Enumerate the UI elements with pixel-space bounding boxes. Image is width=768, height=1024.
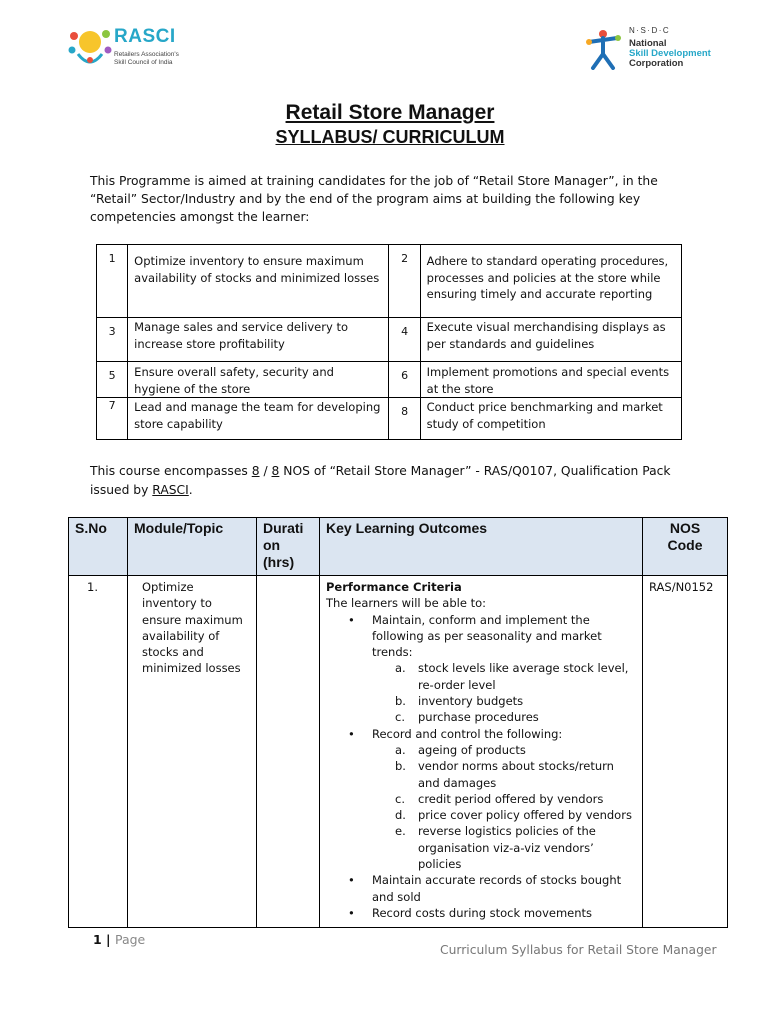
row-sno: 1.	[69, 576, 128, 928]
competency-text: Ensure overall safety, security and hygiene of the store	[128, 362, 389, 398]
rasci-logo	[68, 24, 208, 72]
list-item: c. credit period offered by vendors	[395, 791, 604, 806]
nsdc-line3: Corporation	[629, 58, 684, 69]
competency-number: 3	[97, 318, 128, 362]
row-module: Optimize inventory to ensure maximum availability of stocks and minimized losses	[128, 576, 257, 928]
nsdc-line2: Skill Development	[629, 48, 711, 59]
performance-criteria-heading: Performance Criteria	[326, 580, 462, 594]
table-row	[69, 576, 728, 928]
competency-number: 5	[97, 362, 128, 398]
nsdc-acronym: N·S·D·C	[629, 26, 671, 35]
page-subtitle: SYLLABUS/ CURRICULUM	[275, 127, 505, 147]
rasci-subtitle: Retailers Association's Skill Council of India	[114, 51, 179, 66]
nsdc-line1: National	[629, 38, 667, 49]
header-sno: S.No	[69, 518, 128, 576]
intro-paragraph: This Programme is aimed at training candidates for the job of “Retail Store Manager”, in the “Retail” Sector/Industry and by the end of the program aims at building the following key competencies amongst the learner:	[90, 174, 658, 224]
competency-number: 8	[389, 398, 420, 440]
list-item: d. price cover policy offered by vendors	[395, 808, 632, 823]
competency-text: Manage sales and service delivery to increase store profitability	[128, 318, 389, 362]
competency-text: Implement promotions and special events at the store	[420, 362, 681, 398]
rasci-emblem-icon	[68, 24, 112, 70]
list-item: e. reverse logistics policies of the organisation viz-a-viz vendors’ policies	[395, 824, 596, 872]
table-row	[97, 398, 682, 440]
row-duration	[257, 576, 320, 928]
table-row	[97, 245, 682, 318]
header-duration: Durati on (hrs)	[257, 518, 320, 576]
sub-list	[372, 660, 636, 725]
competency-text: Execute visual merchandising displays as per standards and guidelines	[420, 318, 681, 362]
header-nos: NOS Code	[643, 518, 728, 576]
competency-text: Adhere to standard operating procedures, processes and policies at the store while ensuring timely and accurate reporting	[420, 245, 681, 318]
list-item: • Maintain, conform and implement the following as per seasonality and market trends: a. stock levels like average stock level, re-order level b. inventory budgets c. purchase procedures	[372, 612, 636, 726]
list-item: • Record and control the following: a. ageing of products b. vendor norms about stocks/return and damages c. credit period offered by vendors d. price cover policy offered by vendors e. reverse logistics policies of the organisation viz-a-viz vendors’ policies	[372, 726, 636, 873]
rasci-wordmark: RASCI	[114, 26, 176, 47]
nsdc-logo	[583, 26, 723, 72]
list-item: a. stock levels like average stock level, re-order level	[395, 661, 629, 692]
table-row	[97, 362, 682, 398]
list-item: c. purchase procedures	[395, 710, 539, 725]
competency-number: 4	[389, 318, 420, 362]
page-number: 1 | Page	[93, 932, 146, 947]
header-outcomes: Key Learning Outcomes	[320, 518, 643, 576]
table-row	[97, 318, 682, 362]
list-item: b. inventory budgets	[395, 694, 524, 709]
page-title: Retail Store Manager	[285, 101, 495, 124]
competency-table	[96, 244, 682, 440]
competency-text: Conduct price benchmarking and market study of competition	[420, 398, 681, 440]
nos-total: 8	[271, 464, 280, 478]
table-header-row	[69, 518, 728, 576]
competency-number: 7	[97, 398, 128, 440]
footer-doc-title: Curriculum Syllabus for Retail Store Manager	[440, 943, 717, 957]
module-table	[68, 517, 728, 928]
learners-intro: The learners will be able to:	[326, 596, 486, 611]
outcome-list	[326, 612, 636, 922]
row-outcomes	[320, 576, 643, 928]
nos-covered: 8	[251, 464, 260, 478]
list-item: a. ageing of products	[395, 742, 526, 757]
list-item: • Maintain accurate records of stocks bought and sold	[348, 873, 622, 904]
competency-number: 2	[389, 245, 420, 318]
encompass-paragraph: This course encompasses 8 / 8 NOS of “Retail Store Manager” - RAS/Q0107, Qualification Pack issued by RASCI.	[90, 464, 671, 497]
header-module: Module/Topic	[128, 518, 257, 576]
nsdc-emblem-icon	[583, 28, 625, 70]
sub-list	[372, 742, 636, 872]
list-item: b. vendor norms about stocks/return and damages	[395, 759, 614, 790]
competency-number: 6	[389, 362, 420, 398]
competency-text: Lead and manage the team for developing store capability	[128, 398, 389, 440]
competency-number: 1	[97, 245, 128, 318]
list-item: • Record costs during stock movements	[348, 905, 593, 920]
issuer-name: RASCI	[152, 483, 189, 497]
competency-text: Optimize inventory to ensure maximum availability of stocks and minimized losses	[128, 245, 389, 318]
row-nos-code: RAS/N0152	[643, 576, 728, 928]
